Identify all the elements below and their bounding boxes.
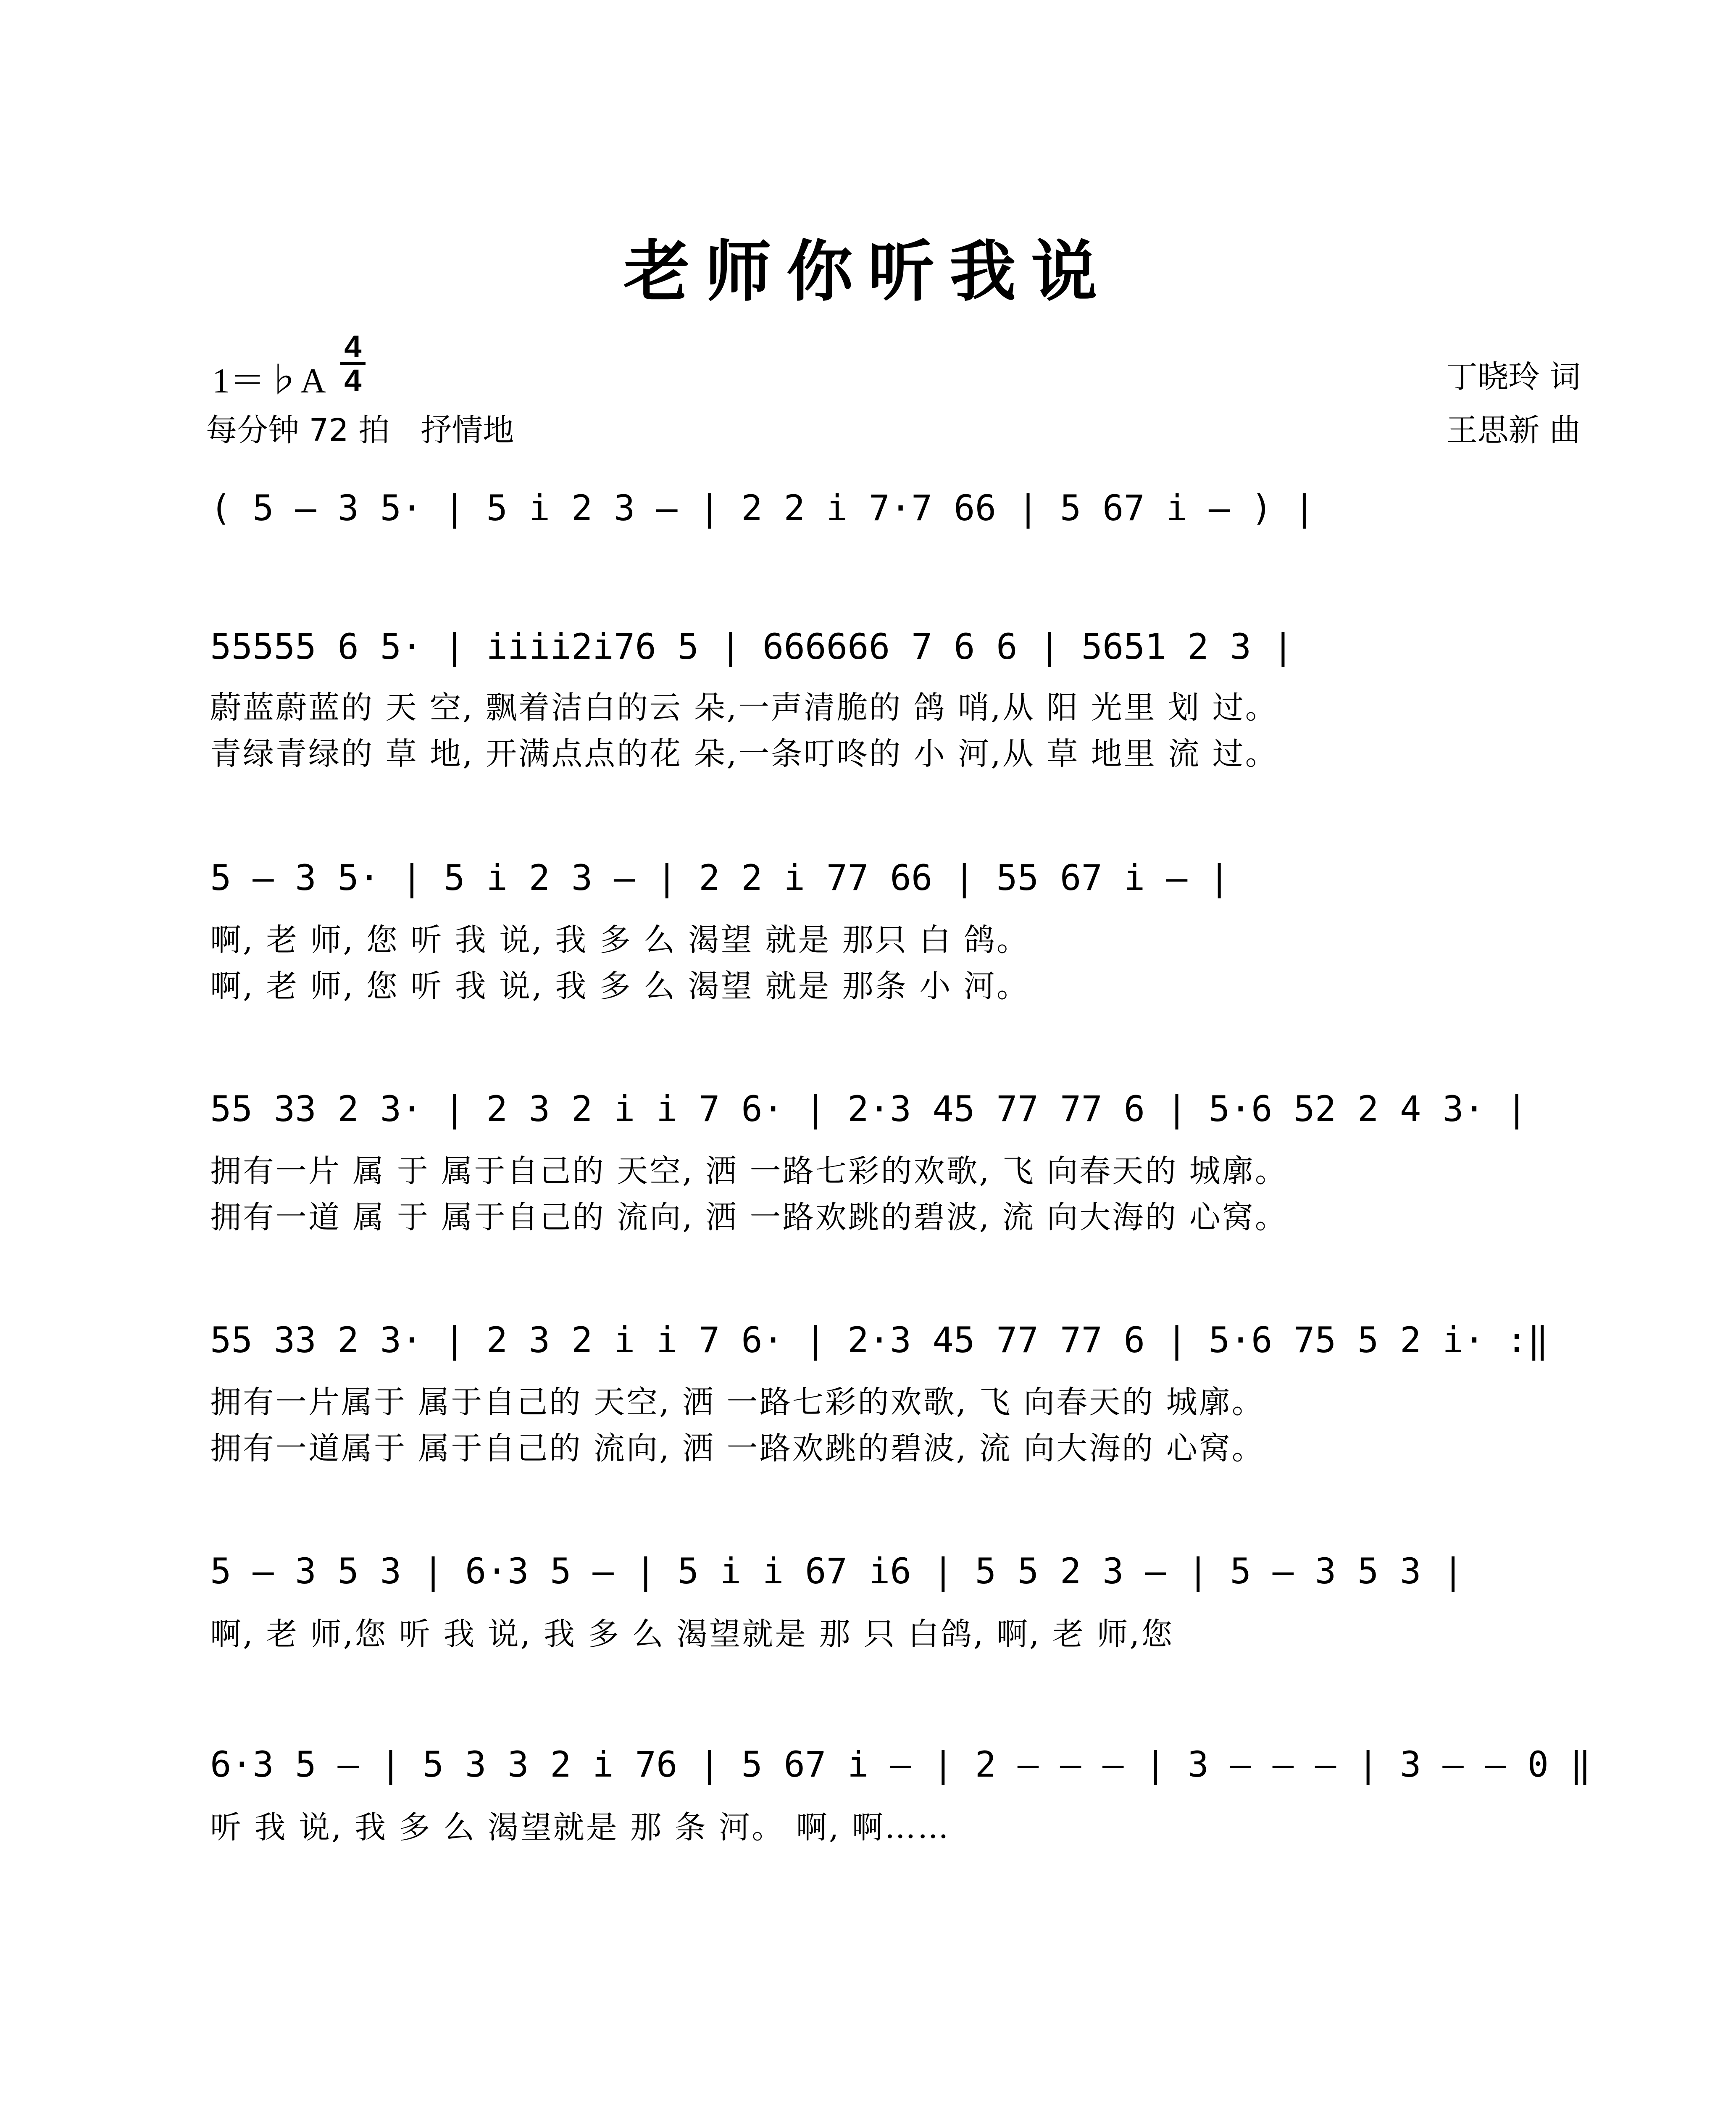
lyric-verse-2: 青绿青绿的 草 地, 开满点点的花 朵,一条叮咚的 小 河,从 草 地里 流 过。 [210, 736, 1278, 772]
notation-line: 5 – 3 5 3 | 6·3 5 – | 5 i i 67 i6 | 5 5 2 3 – | 5 – 3 5 3 | [210, 1551, 1464, 1592]
lyric-verse-1: 拥有一片属于 属于自己的 天空, 洒 一路七彩的欢歌, 飞 向春天的 城廓。 [210, 1384, 1265, 1420]
notation-line: 55 33 2 3· | 2 3 2 i i 7 6· | 2·3 45 77 77 6 | 5·6 52 2 4 3· | [210, 1088, 1528, 1129]
lyricist-credit: 丁晓玲 词 [1446, 359, 1581, 395]
lyric-verse-2: 拥有一道 属 于 属于自己的 流向, 洒 一路欢跳的碧波, 流 向大海的 心窝。 [210, 1199, 1288, 1235]
notation-line: 6·3 5 – | 5 3 3 2 i 76 | 5 67 i – | 2 – – – | 3 – – – | 3 – – 0 ‖ [210, 1744, 1591, 1785]
lyric-verse-1: 啊, 老 师, 您 听 我 说, 我 多 么 渴望 就是 那只 白 鸽。 [210, 922, 1029, 958]
lyric-verse-1: 拥有一片 属 于 属于自己的 天空, 洒 一路七彩的欢歌, 飞 向春天的 城廓。 [210, 1153, 1288, 1189]
notation-line: 5 – 3 5· | 5 i 2 3 – | 2 2 i 77 66 | 55 67 i – | [210, 857, 1230, 898]
lyric-verse-1: 啊, 老 师,您 听 我 说, 我 多 么 渴望就是 那 只 白鸽, 啊, 老 师,您 [210, 1616, 1174, 1652]
notation-line: 55 33 2 3· | 2 3 2 i i 7 6· | 2·3 45 77 77 6 | 5·6 75 5 2 i· :‖ [210, 1319, 1549, 1361]
lyric-verse-1: 听 我 说, 我 多 么 渴望就是 那 条 河。 啊, 啊…… [210, 1809, 950, 1846]
tempo-marking: 每分钟 72 拍 抒情地 [206, 412, 514, 448]
lyric-verse-2: 拥有一道属于 属于自己的 流向, 洒 一路欢跳的碧波, 流 向大海的 心窝。 [210, 1430, 1265, 1466]
key-signature-text: 1＝♭A [212, 361, 326, 400]
key-signature [212, 352, 326, 403]
time-signature-bottom: 4 [344, 363, 362, 398]
page-title: 老师你听我说 [623, 233, 1113, 311]
composer-credit: 王思新 曲 [1446, 412, 1581, 448]
lyric-verse-1: 蔚蓝蔚蓝的 天 空, 飘着洁白的云 朵,一声清脆的 鸽 哨,从 阳 光里 划 过。 [210, 690, 1278, 726]
time-signature [340, 329, 366, 398]
lyric-verse-2: 啊, 老 师, 您 听 我 说, 我 多 么 渴望 就是 那条 小 河。 [210, 968, 1029, 1004]
time-signature-top: 4 [344, 329, 362, 364]
notation-line: ( 5 – 3 5· | 5 i 2 3 – | 2 2 i 7·7 66 | 5 67 i – ) | [210, 487, 1315, 529]
notation-line: 55555 6 5· | iiii2i76 5 | 666666 7 6 6 | 5651 2 3 | [210, 626, 1294, 667]
